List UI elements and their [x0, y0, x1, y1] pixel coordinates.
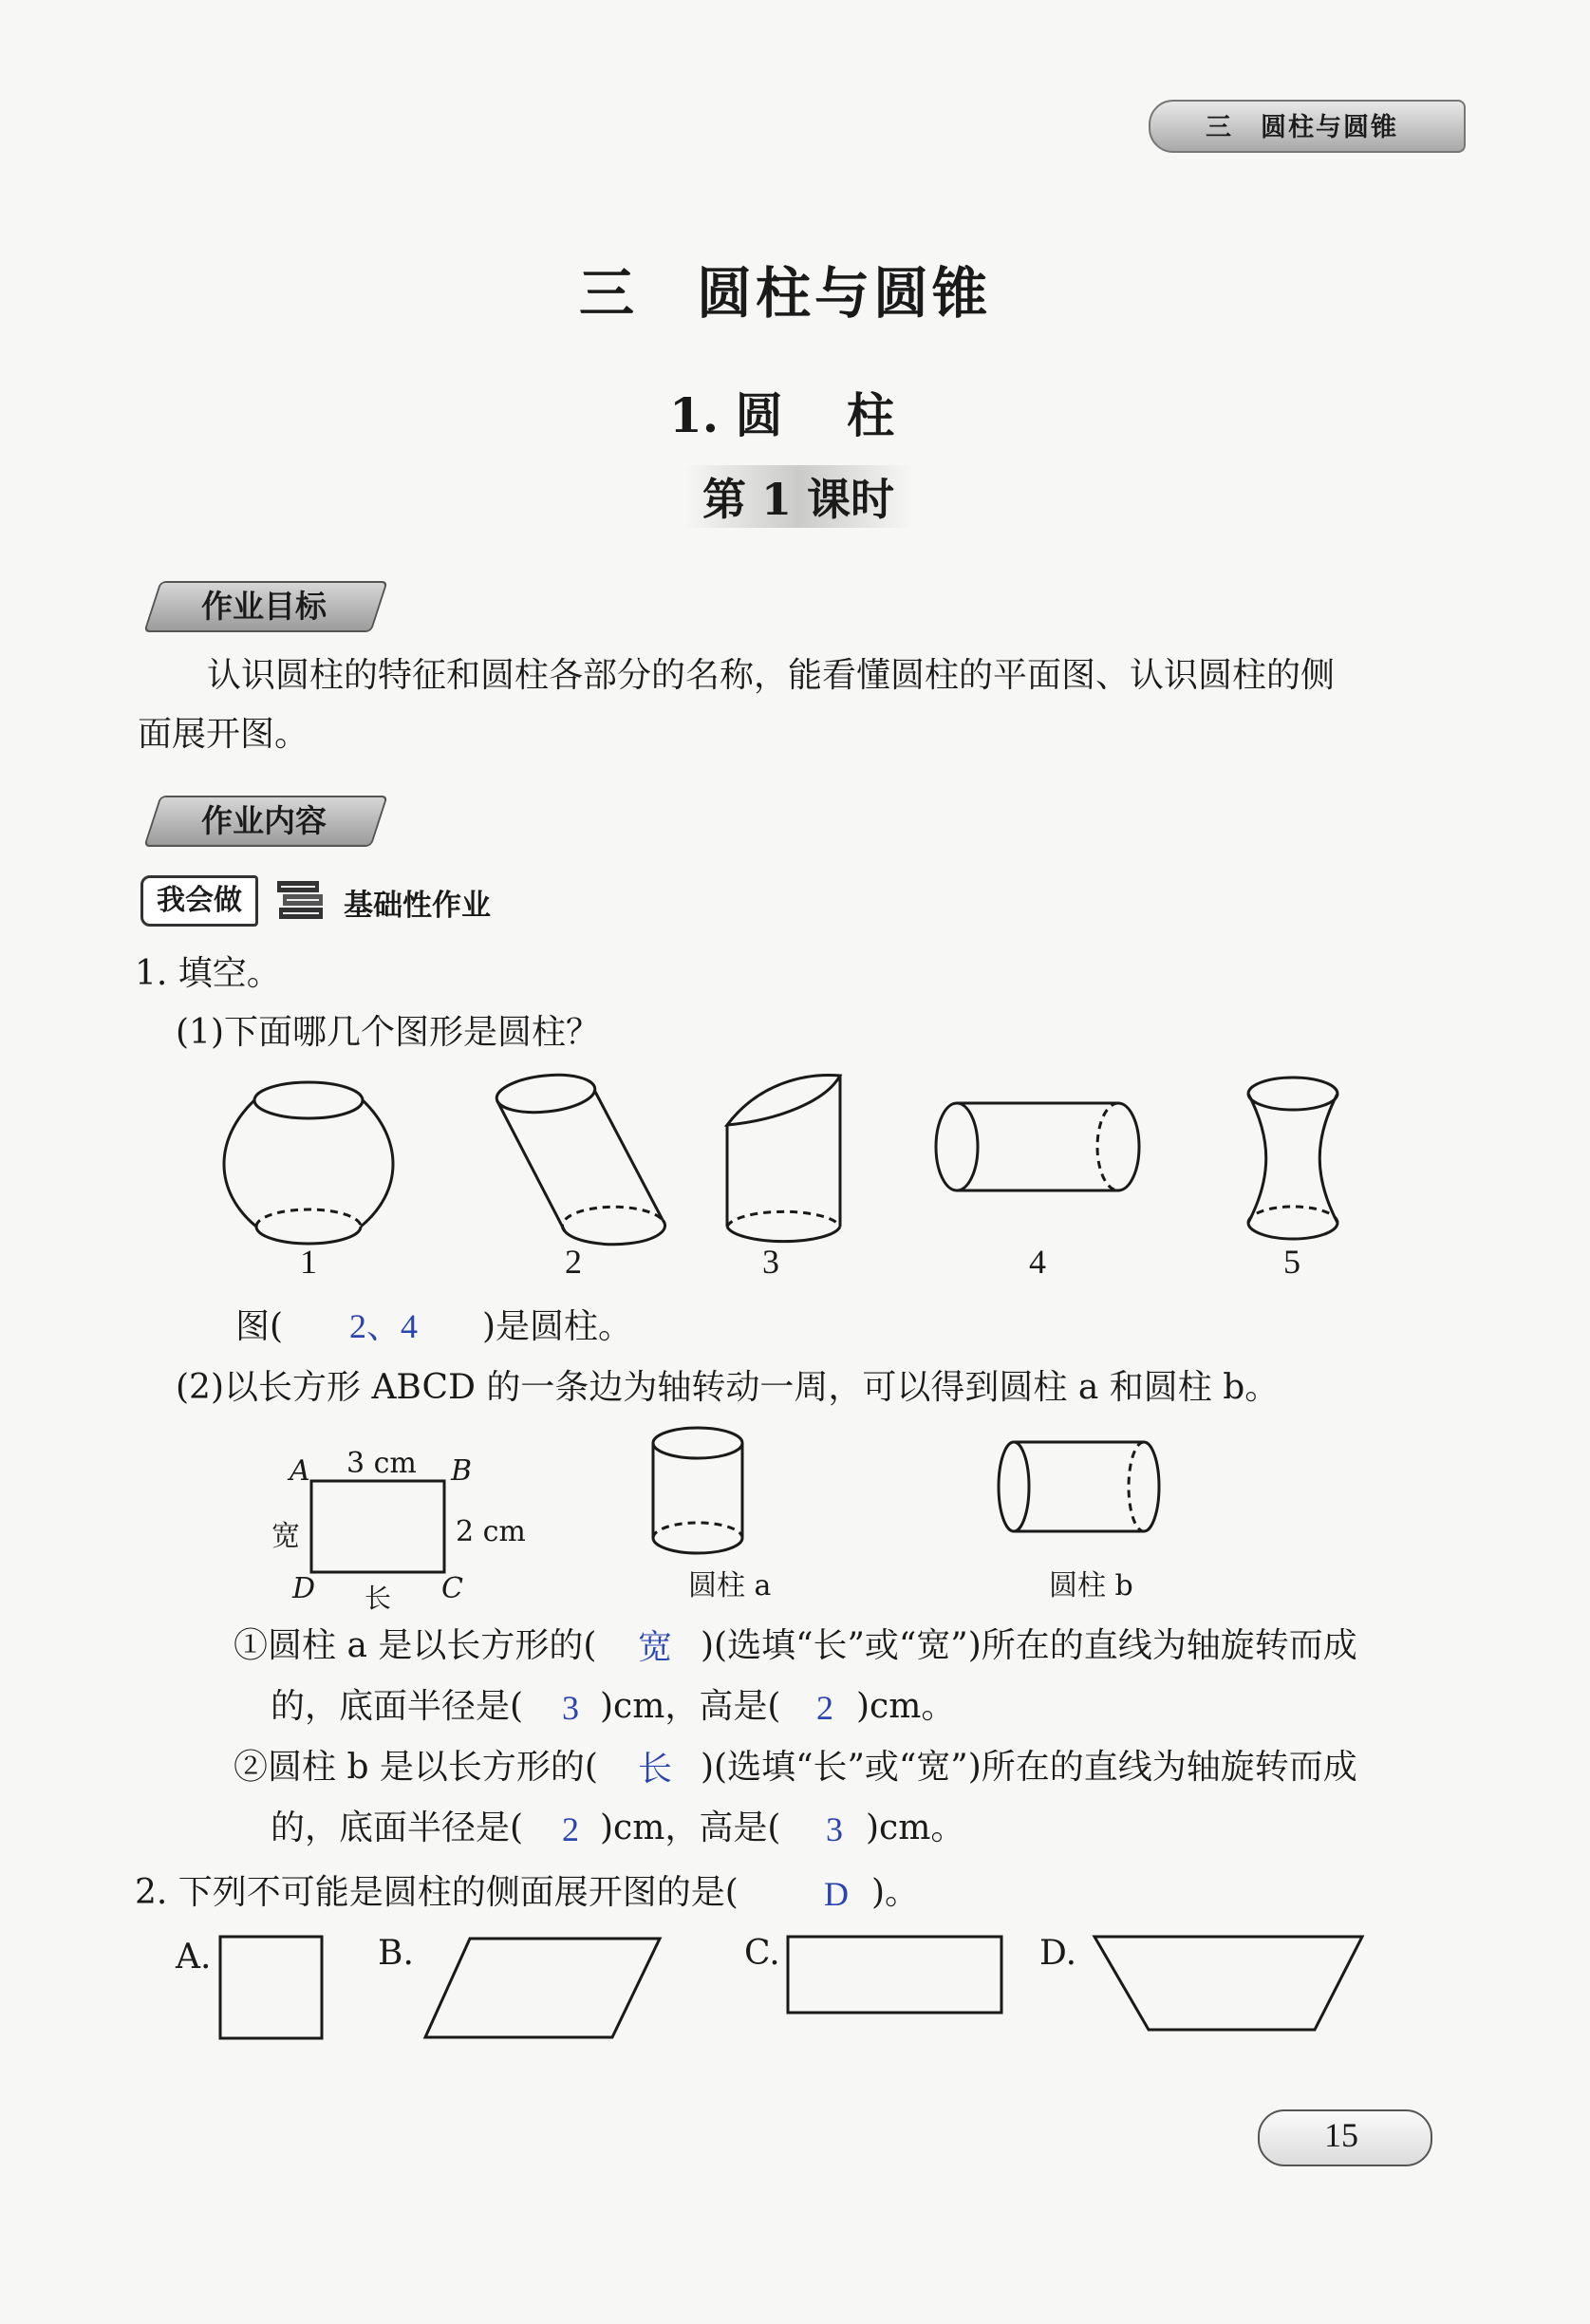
- q1-sub2: (2)以长方形 ABCD 的一条边为轴转动一周，可以得到圆柱 a 和圆柱 b。: [176, 1368, 1280, 1407]
- rect-right-length: 2 cm: [456, 1515, 526, 1548]
- q1-title: 1. 填空。: [135, 954, 281, 993]
- q2-title-b: )。: [871, 1873, 920, 1912]
- cylinder-a-label: 圆柱 a: [688, 1569, 772, 1602]
- q2-option-d: D.: [1039, 1934, 1077, 1973]
- lesson-title: 第 1 课时: [683, 465, 913, 528]
- chapter-title: 三 圆柱与圆锥: [579, 261, 992, 326]
- figure-label-4: 4: [1029, 1243, 1046, 1281]
- i2-line2-b: )cm，高是(: [600, 1809, 781, 1847]
- books-icon: [275, 875, 328, 923]
- figure-label-3: 3: [762, 1243, 779, 1281]
- rect-label-A: A: [290, 1454, 310, 1488]
- basic-tag-label: 我会做: [157, 884, 242, 917]
- content-tag-label: 作业内容: [201, 802, 327, 839]
- content-tag: [143, 796, 388, 847]
- figure-label-2: 2: [565, 1243, 582, 1281]
- figure-label-1: 1: [300, 1243, 317, 1281]
- section-title: 1. 圆 柱: [669, 387, 895, 443]
- i1-line2-c: )cm。: [856, 1687, 956, 1726]
- rect-and-cylinders-figure: [0, 1377, 1590, 1614]
- basic-title: 基础性作业: [344, 889, 491, 923]
- figure-label-5: 5: [1283, 1243, 1300, 1281]
- i1-ans3: 2: [816, 1689, 833, 1727]
- q2-option-c: C.: [744, 1934, 780, 1973]
- i1-ans2: 3: [562, 1689, 579, 1727]
- i2-ans3: 3: [826, 1810, 843, 1848]
- rect-bottom-word: 长: [365, 1583, 392, 1614]
- q1-answer-prefix: 图(: [235, 1307, 284, 1346]
- header-label: 三 圆柱与圆锥: [1206, 113, 1398, 142]
- i2-ans2: 2: [562, 1810, 579, 1848]
- q1-answer: 2、4: [349, 1307, 419, 1345]
- i2-ans1: 长: [638, 1750, 673, 1788]
- q1-sub1: (1)下面哪几个图形是圆柱？: [176, 1013, 600, 1052]
- q2-options-figure: [0, 1899, 1590, 2089]
- q1-answer-suffix: )是圆柱。: [482, 1307, 633, 1346]
- i2-line2-c: )cm。: [866, 1809, 965, 1847]
- i2-line1-a: ②圆柱 b 是以长方形的(: [234, 1748, 598, 1787]
- i1-line1-a: ①圆柱 a 是以长方形的(: [234, 1626, 597, 1665]
- goal-tag: [143, 581, 388, 632]
- i2-line1-b: )(选填“长”或“宽”)所在的直线为轴旋转而成: [701, 1748, 1357, 1787]
- i1-line2-b: )cm，高是(: [600, 1687, 781, 1726]
- i2-line2-a: 的，底面半径是(: [271, 1809, 524, 1847]
- rect-label-D: D: [292, 1572, 316, 1605]
- rect-label-B: B: [451, 1454, 473, 1488]
- q2-answer: D: [824, 1875, 849, 1913]
- cylinder-b-label: 圆柱 b: [1049, 1569, 1133, 1602]
- goal-text-line1: 认识圆柱的特征和圆柱各部分的名称，能看懂圆柱的平面图、认识圆柱的侧: [207, 656, 1336, 695]
- i1-ans1: 宽: [638, 1628, 673, 1666]
- q2-option-b: B.: [378, 1934, 414, 1973]
- goal-tag-label: 作业目标: [201, 588, 327, 625]
- rect-label-C: C: [441, 1572, 463, 1605]
- q2-title-a: 2. 下列不可能是圆柱的侧面展开图的是(: [135, 1873, 739, 1912]
- basic-tag: [140, 875, 258, 927]
- rect-top-length: 3 cm: [346, 1447, 417, 1480]
- page-number: 15: [1324, 2116, 1358, 2154]
- rect-left-word: 宽: [271, 1520, 300, 1553]
- q2-option-a: A.: [176, 1938, 212, 1977]
- goal-text-line2: 面展开图。: [138, 715, 309, 754]
- i1-line1-b: )(选填“长”或“宽”)所在的直线为轴旋转而成: [701, 1626, 1357, 1665]
- i1-line2-a: 的，底面半径是(: [271, 1687, 524, 1726]
